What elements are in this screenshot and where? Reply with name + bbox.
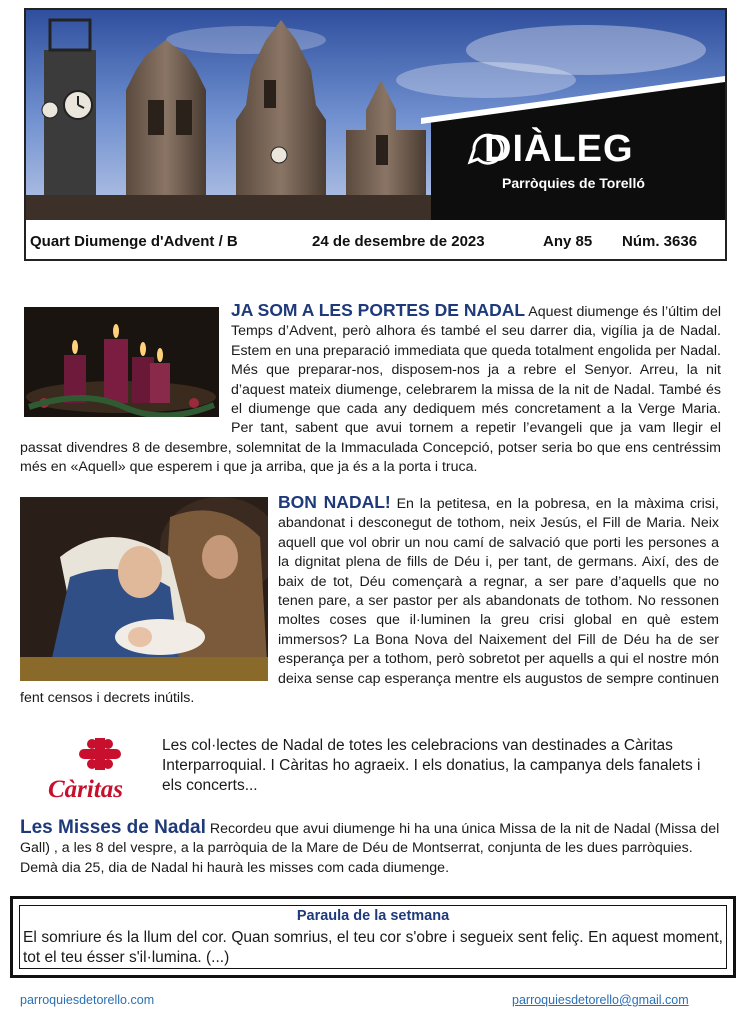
article-bon-nadal-body: En la petitesa, en la pobresa, en la màxima crisi, abandonat i desconegut de tothom, neix Jesús, el Fill de Maria. Neix aquell que vol obrir un nou camí de salvació que porti les persones a la dignitat plena de fills de Déu i, per tant, de germans. Així, des de baix de tot, Déu començarà a regnar, a ser pare d’aquells que no tenen pare, a ser pastor per als abandonats de tothom. No ressonen moltes coses que il·luminen la greu crisi global en què estem immersos? La Bona Nova del Naixement del Fill de Déu ha de ser esperança per a tothom, però sobretot per aquells a qui el nostre món deixa sense cap esperança mentre els augustos de sempre continuen fent censos i decrets inútils. — [20, 496, 719, 707]
logo-title: DIÀLEG — [484, 128, 634, 170]
website-link[interactable]: parroquiesdetorello.com — [20, 993, 155, 1007]
word-of-week-inner — [19, 905, 727, 969]
header — [24, 8, 727, 261]
article-misses-headline: Les Misses de Nadal — [20, 817, 206, 838]
caritas-notice: Les col·lectes de Nadal de totes les celebracions van destinades a Càritas Interparroquial. I Càritas ho agraeix. I els donatius, la campanya dels fanalets i els concerts... — [162, 737, 701, 794]
article-advent — [20, 301, 721, 478]
logo-subtitle: Parròquies de Torelló — [502, 175, 645, 191]
caritas-cross-icon — [48, 736, 152, 772]
word-of-week-box — [10, 896, 736, 978]
article-bon-nadal — [20, 493, 719, 708]
article-bon-nadal-headline: BON NADAL! — [278, 492, 391, 512]
issue-bar — [26, 222, 725, 260]
caritas-logo — [48, 736, 152, 803]
issue-year: Any 85 — [543, 232, 593, 250]
article-misses-body: Recordeu que avui diumenge hi ha una única Missa de la nit de Nadal (Missa del Gall) , a les 8 del vespre, a la parròquia de la Mare de Déu de Montserrat, conjunta de les dues parròquies. Demà dia 25, dia de Nadal hi haurà les misses com cada diumenge. — [20, 821, 720, 876]
header-banner — [26, 10, 725, 220]
word-of-week-title: Paraula de la setmana — [296, 908, 450, 924]
nativity-photo — [20, 497, 268, 681]
issue-number: Núm. 3636 — [622, 232, 698, 250]
caritas-logo-text: Càritas — [48, 776, 124, 803]
liturgical-sunday: Quart Diumenge d'Advent / B — [30, 232, 238, 250]
article-advent-body: Aquest diumenge és l’últim del Temps d’Advent, però alhora és també el seu darrer dia, vigília ja de Nadal. Estem en una preparació immediata que queda totalment engolida per Nadal. Més que preparar-nos, disposem-nos ja a rebre el Senyor. Arreu, la nit d’aquest mateix diumenge, celebrarem la missa de la nit de Nadal. També és el diumenge que cada any dediquem més concretament a la Verge Maria. Per tant, sabent que avui tornem a repetir l’evangeli que ja vam llegir el passat divendres 8 de desembre, solemnitat de la Immaculada Concepció, potser seria bo que ens centréssim més en «Aquell» que esperem i que ja arriba, que ja és a la porta i truca. — [20, 304, 721, 476]
word-of-week-text: El somriure és la llum del cor. Quan somrius, el teu cor s'obre i segueix sent feliç. En aquest moment, tot el teu ésser s'il·lumina. (...) — [23, 929, 723, 966]
advent-candles-photo — [24, 307, 219, 417]
email-link[interactable]: parroquiesdetorello@gmail.com — [512, 993, 689, 1007]
issue-date: 24 de desembre de 2023 — [312, 232, 485, 250]
article-misses — [20, 818, 720, 878]
article-advent-headline: JA SOM A LES PORTES DE NADAL — [231, 300, 526, 320]
